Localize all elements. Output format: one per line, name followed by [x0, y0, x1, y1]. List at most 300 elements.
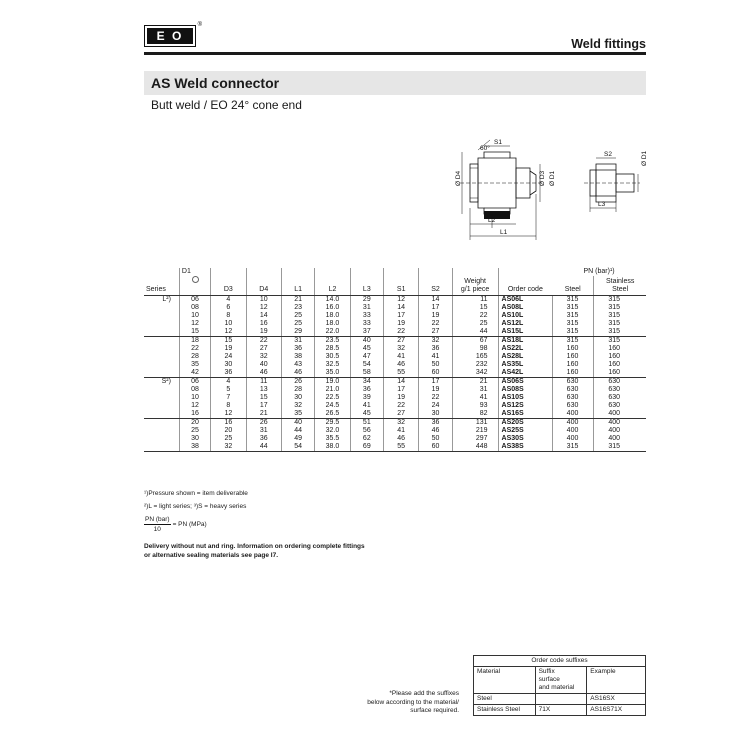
series-cell [144, 304, 179, 312]
table-cell: 41 [383, 427, 418, 435]
header-l3: L3 [350, 286, 383, 296]
table-cell: 51 [350, 419, 383, 428]
conversion-fraction: $\frac{\text{PN (bar)}}{10}$ [145, 516, 170, 533]
table-cell: 42 [179, 369, 210, 378]
table-cell: 30 [179, 435, 210, 443]
table-cell: 36 [350, 386, 383, 394]
table-cell: 18.0 [315, 320, 350, 328]
table-cell: 38 [281, 353, 314, 361]
table-cell: 160 [594, 369, 646, 378]
footnote-conversion: $\frac{\text{PN (bar)}}{10}$ = PN (MPa) [145, 516, 207, 533]
table-row [144, 402, 646, 410]
table-cell: 131 [452, 419, 498, 428]
series-cell [144, 427, 179, 435]
footnote-pressure: ¹)Pressure shown = item deliverable [144, 490, 248, 497]
table-cell: 400 [552, 435, 594, 443]
table-cell: 27 [383, 337, 418, 346]
table-cell: 400 [608, 435, 621, 442]
footnote-series: ²)L = light series; ³)S = heavy series [144, 503, 247, 510]
table-cell: 12 [179, 320, 210, 328]
suffix-instruction: *Please add the suffixes below according to the material/ surface required. [367, 690, 459, 714]
table-cell: 44 [246, 443, 281, 452]
table-cell: AS10S [498, 394, 552, 402]
table-cell: 41 [419, 353, 452, 361]
table-cell: AS12S [498, 402, 552, 410]
table-cell: 36 [211, 369, 246, 378]
table-cell: 35 [179, 361, 210, 369]
table-cell: 54 [350, 361, 383, 369]
d1-symbol-icon [192, 276, 199, 283]
table-cell: 630 [608, 378, 621, 385]
technical-drawing [440, 128, 648, 246]
table-cell: 32 [246, 353, 281, 361]
label-l2: L2 [488, 217, 496, 224]
table-cell: 22 [246, 337, 281, 346]
table-cell: AS12L [498, 320, 552, 328]
section-title: Weld fittings [571, 37, 646, 51]
table-cell: 10 [179, 312, 210, 320]
series-cell [144, 337, 179, 346]
label-l3: L3 [598, 201, 606, 208]
table-cell: AS25S [498, 427, 552, 435]
table-cell: 21 [281, 296, 314, 305]
table-cell: 630 [608, 386, 621, 393]
table-cell: 22 [179, 345, 210, 353]
table-cell: 32.0 [315, 427, 350, 435]
table-cell: 30 [281, 394, 314, 402]
table-cell: 38 [179, 443, 210, 452]
table-cell: 16.0 [315, 304, 350, 312]
table-cell: 315 [608, 320, 621, 327]
table-cell: 46 [419, 427, 452, 435]
table-cell: 12 [179, 402, 210, 410]
header-order-code: Order code [498, 286, 552, 296]
series-cell [144, 435, 179, 443]
table-cell: 32 [211, 443, 246, 452]
table-cell: 315 [608, 337, 621, 344]
table-cell: 37 [350, 328, 383, 337]
table-cell: 60 [419, 369, 452, 378]
table-cell: 22 [383, 328, 418, 337]
label-l1: L1 [500, 229, 508, 236]
page-subtitle: Butt weld / EO 24° cone end [151, 98, 302, 112]
table-cell: AS42L [498, 369, 552, 378]
table-cell: 25 [179, 427, 210, 435]
table-cell: 17 [246, 402, 281, 410]
table-cell: 27 [246, 345, 281, 353]
table-cell: 54 [281, 443, 314, 452]
table-cell: 16 [179, 410, 210, 419]
series-cell [144, 353, 179, 361]
table-cell: 12 [246, 304, 281, 312]
table-row [144, 320, 646, 328]
table-cell: 315 [552, 337, 594, 346]
dimension-table [144, 268, 646, 452]
table-cell: 11 [452, 296, 498, 305]
table-cell: 19 [211, 345, 246, 353]
table-cell: 25 [211, 435, 246, 443]
table-cell: 315 [594, 443, 646, 452]
suffix-col-material: Material [474, 667, 536, 694]
table-cell: 4 [211, 296, 246, 305]
table-cell: 15 [179, 328, 210, 337]
table-cell: 10 [179, 394, 210, 402]
table-cell: AS06S [498, 378, 552, 387]
table-row [144, 304, 646, 312]
table-cell: 21.0 [315, 386, 350, 394]
table-cell: 315 [552, 320, 594, 328]
table-cell: 30.5 [315, 353, 350, 361]
table-cell: AS15L [498, 328, 552, 337]
table-cell: 35.0 [315, 369, 350, 378]
table-cell: 448 [452, 443, 498, 452]
table-cell: 62 [350, 435, 383, 443]
table-cell: 24 [211, 353, 246, 361]
table-cell: 22 [419, 394, 452, 402]
table-cell: 7 [211, 394, 246, 402]
table-cell: 40 [281, 419, 314, 428]
table-cell: 28 [281, 386, 314, 394]
table-cell: 47 [350, 353, 383, 361]
table-cell: 10 [211, 320, 246, 328]
registered-mark: ® [197, 22, 202, 28]
table-cell: 55 [383, 369, 418, 378]
header-stainless-1: Stainless [605, 278, 635, 285]
table-cell: 232 [452, 361, 498, 369]
table-cell: 38.0 [315, 443, 350, 452]
header-d3: D3 [211, 286, 246, 296]
table-row [144, 435, 646, 443]
table-cell: 25 [281, 320, 314, 328]
label-d3: Ø D3 [539, 170, 546, 186]
table-cell: 12 [383, 296, 418, 305]
table-row [144, 419, 646, 428]
table-cell: AS28L [498, 353, 552, 361]
table-cell: 44 [452, 328, 498, 337]
table-cell: 08 [179, 304, 210, 312]
table-cell: 35.5 [315, 435, 350, 443]
table-cell: 315 [552, 312, 594, 320]
table-cell: 98 [452, 345, 498, 353]
series-cell [144, 369, 179, 378]
header-s2: S2 [419, 286, 452, 296]
table-cell: 160 [608, 345, 621, 352]
table-cell: 32 [383, 419, 418, 428]
table-cell: 41 [452, 394, 498, 402]
table-cell: 08 [179, 386, 210, 394]
table-cell: 21 [452, 378, 498, 387]
brand-logo [144, 22, 202, 47]
table-cell: 55 [383, 443, 418, 452]
table-row [144, 337, 646, 346]
table-cell: 22.5 [315, 394, 350, 402]
table-cell: 06 [179, 296, 210, 305]
table-cell: 14.0 [315, 296, 350, 305]
table-cell: 6 [211, 304, 246, 312]
table-cell: 34 [350, 378, 383, 387]
table-cell: 56 [350, 427, 383, 435]
table-cell: 40 [246, 361, 281, 369]
table-cell: 29.5 [315, 419, 350, 428]
table-cell: 82 [452, 410, 498, 419]
table-row [144, 386, 646, 394]
table-cell: 58 [350, 369, 383, 378]
table-cell: 15 [211, 337, 246, 346]
header-s1: S1 [383, 286, 418, 296]
table-cell: 50 [419, 361, 452, 369]
table-cell: 40 [350, 337, 383, 346]
table-cell: 32 [419, 337, 452, 346]
table-cell: AS20S [498, 419, 552, 428]
table-cell: 32.5 [315, 361, 350, 369]
table-cell: 165 [452, 353, 498, 361]
table-cell: 29 [350, 296, 383, 305]
table-cell: 219 [452, 427, 498, 435]
table-cell: 630 [552, 386, 594, 394]
table-cell: 297 [452, 435, 498, 443]
suffix-col-example: Example [587, 667, 646, 694]
table-cell: 400 [552, 419, 594, 428]
table-cell: 21 [246, 410, 281, 419]
table-cell: 315 [552, 443, 594, 452]
table-cell: 315 [608, 304, 621, 311]
table-cell: 32 [281, 402, 314, 410]
label-d1-right: Ø D1 [641, 150, 648, 166]
header-steel: Steel [552, 286, 594, 296]
table-cell: 17 [383, 312, 418, 320]
table-cell: 17 [419, 304, 452, 312]
table-cell: 16 [211, 419, 246, 428]
table-row [144, 410, 646, 419]
table-cell: 41 [350, 402, 383, 410]
header-weight-1: Weight [452, 276, 498, 286]
table-cell: 31 [452, 386, 498, 394]
label-60deg: 60° [480, 145, 490, 152]
table-row [144, 361, 646, 369]
series-cell [144, 419, 179, 428]
table-cell: 10 [246, 296, 281, 305]
table-cell: 18.0 [315, 312, 350, 320]
table-cell: 12 [211, 410, 246, 419]
table-cell: 26.5 [315, 410, 350, 419]
table-row [144, 296, 646, 305]
table-cell: 28.5 [315, 345, 350, 353]
table-cell: AS16S [498, 410, 552, 419]
table-cell: 630 [608, 402, 621, 409]
table-cell: 24.5 [315, 402, 350, 410]
suffix-col-suffix: Suffix surface and material [535, 667, 587, 694]
table-cell: AS18L [498, 337, 552, 346]
table-cell: 36 [419, 345, 452, 353]
table-cell: 25 [452, 320, 498, 328]
table-row [144, 378, 646, 387]
table-cell: 31 [246, 427, 281, 435]
table-cell: 45 [350, 345, 383, 353]
table-cell: 19 [419, 312, 452, 320]
header-l2: L2 [315, 286, 350, 296]
table-cell: 36 [419, 419, 452, 428]
table-cell: 18 [179, 337, 210, 346]
table-cell: AS35L [498, 361, 552, 369]
table-cell: 4 [211, 378, 246, 387]
table-cell: 46 [383, 361, 418, 369]
table-cell: 44 [281, 427, 314, 435]
header-series: Series [144, 286, 179, 296]
table-cell: 160 [552, 345, 594, 353]
table-cell: 45 [350, 410, 383, 419]
table-cell: 06 [179, 378, 210, 387]
table-cell: 630 [552, 394, 594, 402]
table-cell: 31 [281, 337, 314, 346]
table-cell: 32 [383, 345, 418, 353]
table-cell: AS38S [498, 443, 552, 452]
table-cell: 14 [383, 304, 418, 312]
delivery-note: Delivery without nut and ring. Information on ordering complete fittings or alternative sealing materials see page I7. [144, 543, 365, 559]
table-cell: 14 [383, 378, 418, 387]
label-s2: S2 [604, 151, 612, 158]
table-row [144, 394, 646, 402]
label-d1-left: Ø D1 [549, 170, 556, 186]
page-title: AS Weld connector [151, 75, 280, 91]
table-cell: AS08L [498, 304, 552, 312]
table-cell: 400 [552, 410, 594, 419]
table-cell: 67 [452, 337, 498, 346]
table-cell: 93 [452, 402, 498, 410]
table-cell: 43 [281, 361, 314, 369]
table-cell: 41 [383, 353, 418, 361]
table-cell: 22.0 [315, 328, 350, 337]
table-row [144, 312, 646, 320]
series-cell: L²) [144, 296, 179, 305]
label-d4: Ø D4 [455, 170, 462, 186]
table-cell: 39 [350, 394, 383, 402]
table-cell: 315 [608, 312, 621, 319]
suffix-table [473, 655, 646, 716]
table-row [144, 328, 646, 337]
table-cell: AS10L [498, 312, 552, 320]
header-l1: L1 [281, 286, 314, 296]
table-row [144, 353, 646, 361]
table-cell: 160 [552, 353, 594, 361]
table-cell: 630 [608, 394, 621, 401]
suffix-row: Stainless Steel 71X AS16S71X [474, 705, 646, 716]
table-cell: 15 [246, 394, 281, 402]
table-row [144, 369, 646, 378]
table-cell: 315 [608, 296, 621, 303]
table-cell: 315 [552, 304, 594, 312]
table-cell: 50 [419, 435, 452, 443]
table-cell: 160 [552, 369, 594, 378]
label-s1: S1 [494, 139, 502, 146]
table-cell: 27 [383, 410, 418, 419]
footnotes [144, 489, 365, 564]
table-cell: 22 [419, 320, 452, 328]
table-cell: 36 [281, 345, 314, 353]
table-cell: 22 [452, 312, 498, 320]
table-cell: 400 [608, 419, 621, 426]
table-cell: 315 [552, 328, 594, 337]
table-cell: 8 [211, 402, 246, 410]
table-cell: 26 [246, 419, 281, 428]
table-cell: 19 [246, 328, 281, 337]
table-cell: 23 [281, 304, 314, 312]
table-cell: 315 [552, 296, 594, 305]
table-cell: 22 [383, 402, 418, 410]
table-cell: AS30S [498, 435, 552, 443]
series-cell [144, 361, 179, 369]
table-cell: 160 [608, 361, 621, 368]
header-d1: D1 [179, 268, 210, 276]
table-cell: 31 [350, 304, 383, 312]
table-cell: 315 [594, 328, 646, 337]
table-row [144, 443, 646, 452]
table-cell: 29 [281, 328, 314, 337]
table-cell: 30 [211, 361, 246, 369]
table-row [144, 345, 646, 353]
series-cell [144, 386, 179, 394]
table-cell: 342 [452, 369, 498, 378]
table-cell: 160 [552, 361, 594, 369]
table-cell: 27 [419, 328, 452, 337]
table-cell: 17 [383, 386, 418, 394]
table-cell: 19.0 [315, 378, 350, 387]
table-cell: 33 [350, 320, 383, 328]
header-rule [144, 52, 646, 55]
suffix-table-title: Order code suffixes [474, 656, 646, 667]
table-cell: 28 [179, 353, 210, 361]
table-cell: 11 [246, 378, 281, 387]
table-cell: 17 [419, 378, 452, 387]
table-cell: 26 [281, 378, 314, 387]
table-cell: 20 [211, 427, 246, 435]
table-cell: 19 [419, 386, 452, 394]
table-cell: AS06L [498, 296, 552, 305]
table-cell: AS08S [498, 386, 552, 394]
series-cell [144, 394, 179, 402]
series-cell [144, 410, 179, 419]
series-cell [144, 328, 179, 337]
table-cell: 33 [350, 312, 383, 320]
logo-text: E O [147, 28, 193, 44]
table-cell: 400 [594, 410, 646, 419]
table-cell: 19 [383, 320, 418, 328]
table-cell: 46 [383, 435, 418, 443]
table-cell: 46 [281, 369, 314, 378]
table-row [144, 427, 646, 435]
suffix-row: Steel AS16SX [474, 694, 646, 705]
table-cell: 20 [179, 419, 210, 428]
table-cell: 23.5 [315, 337, 350, 346]
table-cell: 36 [246, 435, 281, 443]
table-cell: 400 [552, 427, 594, 435]
table-cell: 8 [211, 312, 246, 320]
series-cell [144, 402, 179, 410]
series-cell [144, 443, 179, 452]
table-cell: 35 [281, 410, 314, 419]
table-cell: 69 [350, 443, 383, 452]
table-cell: 16 [246, 320, 281, 328]
table-cell: 46 [246, 369, 281, 378]
series-cell [144, 345, 179, 353]
table-cell: 12 [211, 328, 246, 337]
table-cell: 60 [419, 443, 452, 452]
table-cell: 13 [246, 386, 281, 394]
table-cell: 19 [383, 394, 418, 402]
table-cell: 630 [552, 378, 594, 387]
table-cell: 630 [552, 402, 594, 410]
table-cell: 15 [452, 304, 498, 312]
table-cell: 160 [608, 353, 621, 360]
